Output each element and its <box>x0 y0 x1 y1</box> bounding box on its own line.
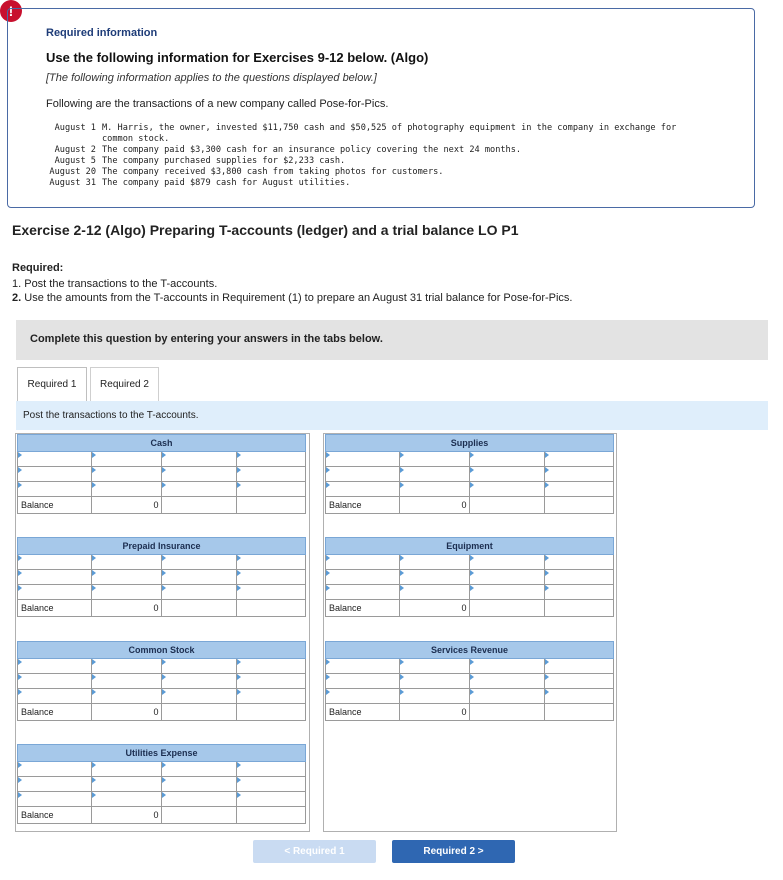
entry-amount-input[interactable] <box>236 762 305 777</box>
requirement-2-text: Use the amounts from the T-accounts in Requirement (1) to prepare an August 31 trial balance for Pose-for-Pics. <box>21 292 573 304</box>
entry-date-input[interactable] <box>162 467 236 482</box>
entry-amount-input[interactable] <box>544 674 613 689</box>
entry-amount-input[interactable] <box>400 689 470 704</box>
required-label: Required: <box>12 262 64 274</box>
entry-date-input[interactable] <box>470 659 544 674</box>
tab-required-1[interactable]: Required 1 <box>17 367 87 402</box>
entry-date-input[interactable] <box>162 482 236 497</box>
balance-spacer <box>162 807 236 824</box>
entry-date-input[interactable] <box>18 792 92 807</box>
entry-amount-input[interactable] <box>400 452 470 467</box>
t-account-title: Equipment <box>326 538 614 555</box>
balance-value: 0 <box>400 600 470 617</box>
balance-spacer <box>162 600 236 617</box>
prev-required-button[interactable]: < Required 1 <box>253 840 376 863</box>
transaction-date: August 5 <box>54 156 96 166</box>
balance-spacer <box>236 807 305 824</box>
entry-date-input[interactable] <box>162 452 236 467</box>
entry-date-input[interactable] <box>326 659 400 674</box>
entry-date-input[interactable] <box>18 585 92 600</box>
balance-label: Balance <box>18 600 92 617</box>
entry-date-input[interactable] <box>470 452 544 467</box>
entry-amount-input[interactable] <box>92 762 162 777</box>
entry-amount-input[interactable] <box>236 689 305 704</box>
entry-date-input[interactable] <box>162 792 236 807</box>
info-title: Use the following information for Exercises 9-12 below. (Algo) <box>46 50 429 65</box>
entry-date-input[interactable] <box>326 452 400 467</box>
entry-amount-input[interactable] <box>544 482 613 497</box>
transaction-row <box>46 167 702 178</box>
balance-label: Balance <box>18 704 92 721</box>
entry-amount-input[interactable] <box>400 555 470 570</box>
entry-amount-input[interactable] <box>400 482 470 497</box>
entry-date-input[interactable] <box>18 452 92 467</box>
entry-amount-input[interactable] <box>400 674 470 689</box>
transaction-text: The company received $3,800 cash from taking photos for customers. <box>102 167 444 177</box>
entry-amount-input[interactable] <box>544 570 613 585</box>
balance-label: Balance <box>326 704 400 721</box>
entry-date-input[interactable] <box>326 585 400 600</box>
entry-date-input[interactable] <box>18 674 92 689</box>
balance-spacer <box>470 600 544 617</box>
transaction-row <box>46 178 702 189</box>
entry-amount-input[interactable] <box>236 482 305 497</box>
t-account-title: Utilities Expense <box>18 745 306 762</box>
exercise-title: Exercise 2-12 (Algo) Preparing T-accounts (ledger) and a trial balance LO P1 <box>12 222 519 238</box>
entry-amount-input[interactable] <box>92 482 162 497</box>
transaction-date: August 1 <box>54 123 96 133</box>
entry-amount-input[interactable] <box>92 777 162 792</box>
entry-amount-input[interactable] <box>236 792 305 807</box>
t-account-title: Services Revenue <box>326 642 614 659</box>
entry-date-input[interactable] <box>470 555 544 570</box>
transaction-text: M. Harris, the owner, invested $11,750 cash and $50,525 of photography equipment in the company in exchange for common stock. <box>102 123 682 144</box>
entry-date-input[interactable] <box>162 762 236 777</box>
entry-amount-input[interactable] <box>236 467 305 482</box>
entry-date-input[interactable] <box>18 762 92 777</box>
entry-amount-input[interactable] <box>236 585 305 600</box>
tab-instruction: Post the transactions to the T-accounts. <box>23 410 199 421</box>
next-required-button[interactable]: Required 2 > <box>392 840 515 863</box>
entry-amount-input[interactable] <box>92 659 162 674</box>
info-note: [The following information applies to the questions displayed below.] <box>46 72 377 84</box>
required-information-box <box>7 8 755 208</box>
balance-spacer <box>544 704 613 721</box>
balance-spacer <box>470 497 544 514</box>
requirement-2-number: 2. <box>12 292 22 304</box>
entry-date-input[interactable] <box>470 570 544 585</box>
balance-value: 0 <box>92 600 162 617</box>
entry-amount-input[interactable] <box>236 659 305 674</box>
balance-value: 0 <box>92 807 162 824</box>
entry-amount-input[interactable] <box>544 555 613 570</box>
entry-date-input[interactable] <box>470 585 544 600</box>
entry-date-input[interactable] <box>326 674 400 689</box>
entry-amount-input[interactable] <box>544 585 613 600</box>
t-account-prepaid-insurance <box>17 537 306 617</box>
balance-value: 0 <box>400 704 470 721</box>
transaction-text: The company purchased supplies for $2,233 cash. <box>102 156 346 166</box>
entry-amount-input[interactable] <box>92 674 162 689</box>
entry-date-input[interactable] <box>162 585 236 600</box>
entry-date-input[interactable] <box>470 689 544 704</box>
entry-date-input[interactable] <box>162 555 236 570</box>
balance-spacer <box>544 600 613 617</box>
balance-label: Balance <box>326 600 400 617</box>
entry-amount-input[interactable] <box>92 555 162 570</box>
transaction-row <box>46 156 702 167</box>
entry-amount-input[interactable] <box>400 570 470 585</box>
entry-amount-input[interactable] <box>236 570 305 585</box>
entry-amount-input[interactable] <box>236 674 305 689</box>
info-intro: Following are the transactions of a new company called Pose-for-Pics. <box>46 98 389 110</box>
entry-date-input[interactable] <box>326 555 400 570</box>
requirement-2 <box>12 292 572 304</box>
entry-amount-input[interactable] <box>544 659 613 674</box>
entry-amount-input[interactable] <box>544 452 613 467</box>
t-account-services-revenue <box>325 641 614 721</box>
instructions-text: Complete this question by entering your answers in the tabs below. <box>30 333 383 345</box>
entry-amount-input[interactable] <box>92 452 162 467</box>
t-account-title: Cash <box>18 435 306 452</box>
entry-date-input[interactable] <box>326 570 400 585</box>
entry-date-input[interactable] <box>470 482 544 497</box>
balance-spacer <box>236 497 305 514</box>
balance-value: 0 <box>92 704 162 721</box>
transaction-row <box>46 123 702 145</box>
entry-amount-input[interactable] <box>400 467 470 482</box>
entry-amount-input[interactable] <box>236 777 305 792</box>
entry-amount-input[interactable] <box>236 452 305 467</box>
entry-amount-input[interactable] <box>400 659 470 674</box>
balance-spacer <box>544 497 613 514</box>
entry-amount-input[interactable] <box>544 467 613 482</box>
balance-label: Balance <box>326 497 400 514</box>
entry-amount-input[interactable] <box>92 792 162 807</box>
alert-icon: ! <box>0 0 22 22</box>
tab-instruction-bar <box>16 401 768 430</box>
entry-amount-input[interactable] <box>236 555 305 570</box>
balance-label: Balance <box>18 497 92 514</box>
requirement-1: 1. Post the transactions to the T-accounts. <box>12 278 218 290</box>
balance-spacer <box>236 704 305 721</box>
transaction-text: The company paid $3,300 cash for an insurance policy covering the next 24 months. <box>102 145 522 155</box>
entry-date-input[interactable] <box>18 659 92 674</box>
entry-amount-input[interactable] <box>400 585 470 600</box>
balance-spacer <box>236 600 305 617</box>
entry-date-input[interactable] <box>326 689 400 704</box>
transaction-date: August 31 <box>49 178 96 188</box>
entry-date-input[interactable] <box>18 555 92 570</box>
transaction-row <box>46 145 702 156</box>
entry-date-input[interactable] <box>326 467 400 482</box>
t-account-title: Supplies <box>326 435 614 452</box>
transaction-text: The company paid $879 cash for August utilities. <box>102 178 351 188</box>
balance-value: 0 <box>400 497 470 514</box>
tab-required-2[interactable]: Required 2 <box>90 367 159 402</box>
entry-amount-input[interactable] <box>544 689 613 704</box>
t-account-cash <box>17 434 306 514</box>
t-account-common-stock <box>17 641 306 721</box>
transaction-date: August 2 <box>54 145 96 155</box>
t-account-utilities-expense <box>17 744 306 824</box>
instructions-bar <box>16 320 768 360</box>
t-account-supplies <box>325 434 614 514</box>
entry-date-input[interactable] <box>162 659 236 674</box>
balance-spacer <box>470 704 544 721</box>
entry-date-input[interactable] <box>162 570 236 585</box>
t-account-title: Prepaid Insurance <box>18 538 306 555</box>
entry-amount-input[interactable] <box>92 467 162 482</box>
transactions-list <box>46 123 702 189</box>
entry-date-input[interactable] <box>470 674 544 689</box>
required-information-label: Required information <box>46 27 158 39</box>
balance-spacer <box>162 704 236 721</box>
balance-value: 0 <box>92 497 162 514</box>
t-account-title: Common Stock <box>18 642 306 659</box>
balance-spacer <box>162 497 236 514</box>
entry-date-input[interactable] <box>18 482 92 497</box>
transaction-date: August 20 <box>49 167 96 177</box>
entry-date-input[interactable] <box>162 777 236 792</box>
entry-date-input[interactable] <box>18 570 92 585</box>
entry-date-input[interactable] <box>326 482 400 497</box>
entry-date-input[interactable] <box>18 467 92 482</box>
entry-amount-input[interactable] <box>92 585 162 600</box>
entry-date-input[interactable] <box>18 777 92 792</box>
entry-date-input[interactable] <box>18 689 92 704</box>
t-account-equipment <box>325 537 614 617</box>
entry-date-input[interactable] <box>470 467 544 482</box>
entry-date-input[interactable] <box>162 689 236 704</box>
entry-amount-input[interactable] <box>92 570 162 585</box>
entry-amount-input[interactable] <box>92 689 162 704</box>
entry-date-input[interactable] <box>162 674 236 689</box>
balance-label: Balance <box>18 807 92 824</box>
